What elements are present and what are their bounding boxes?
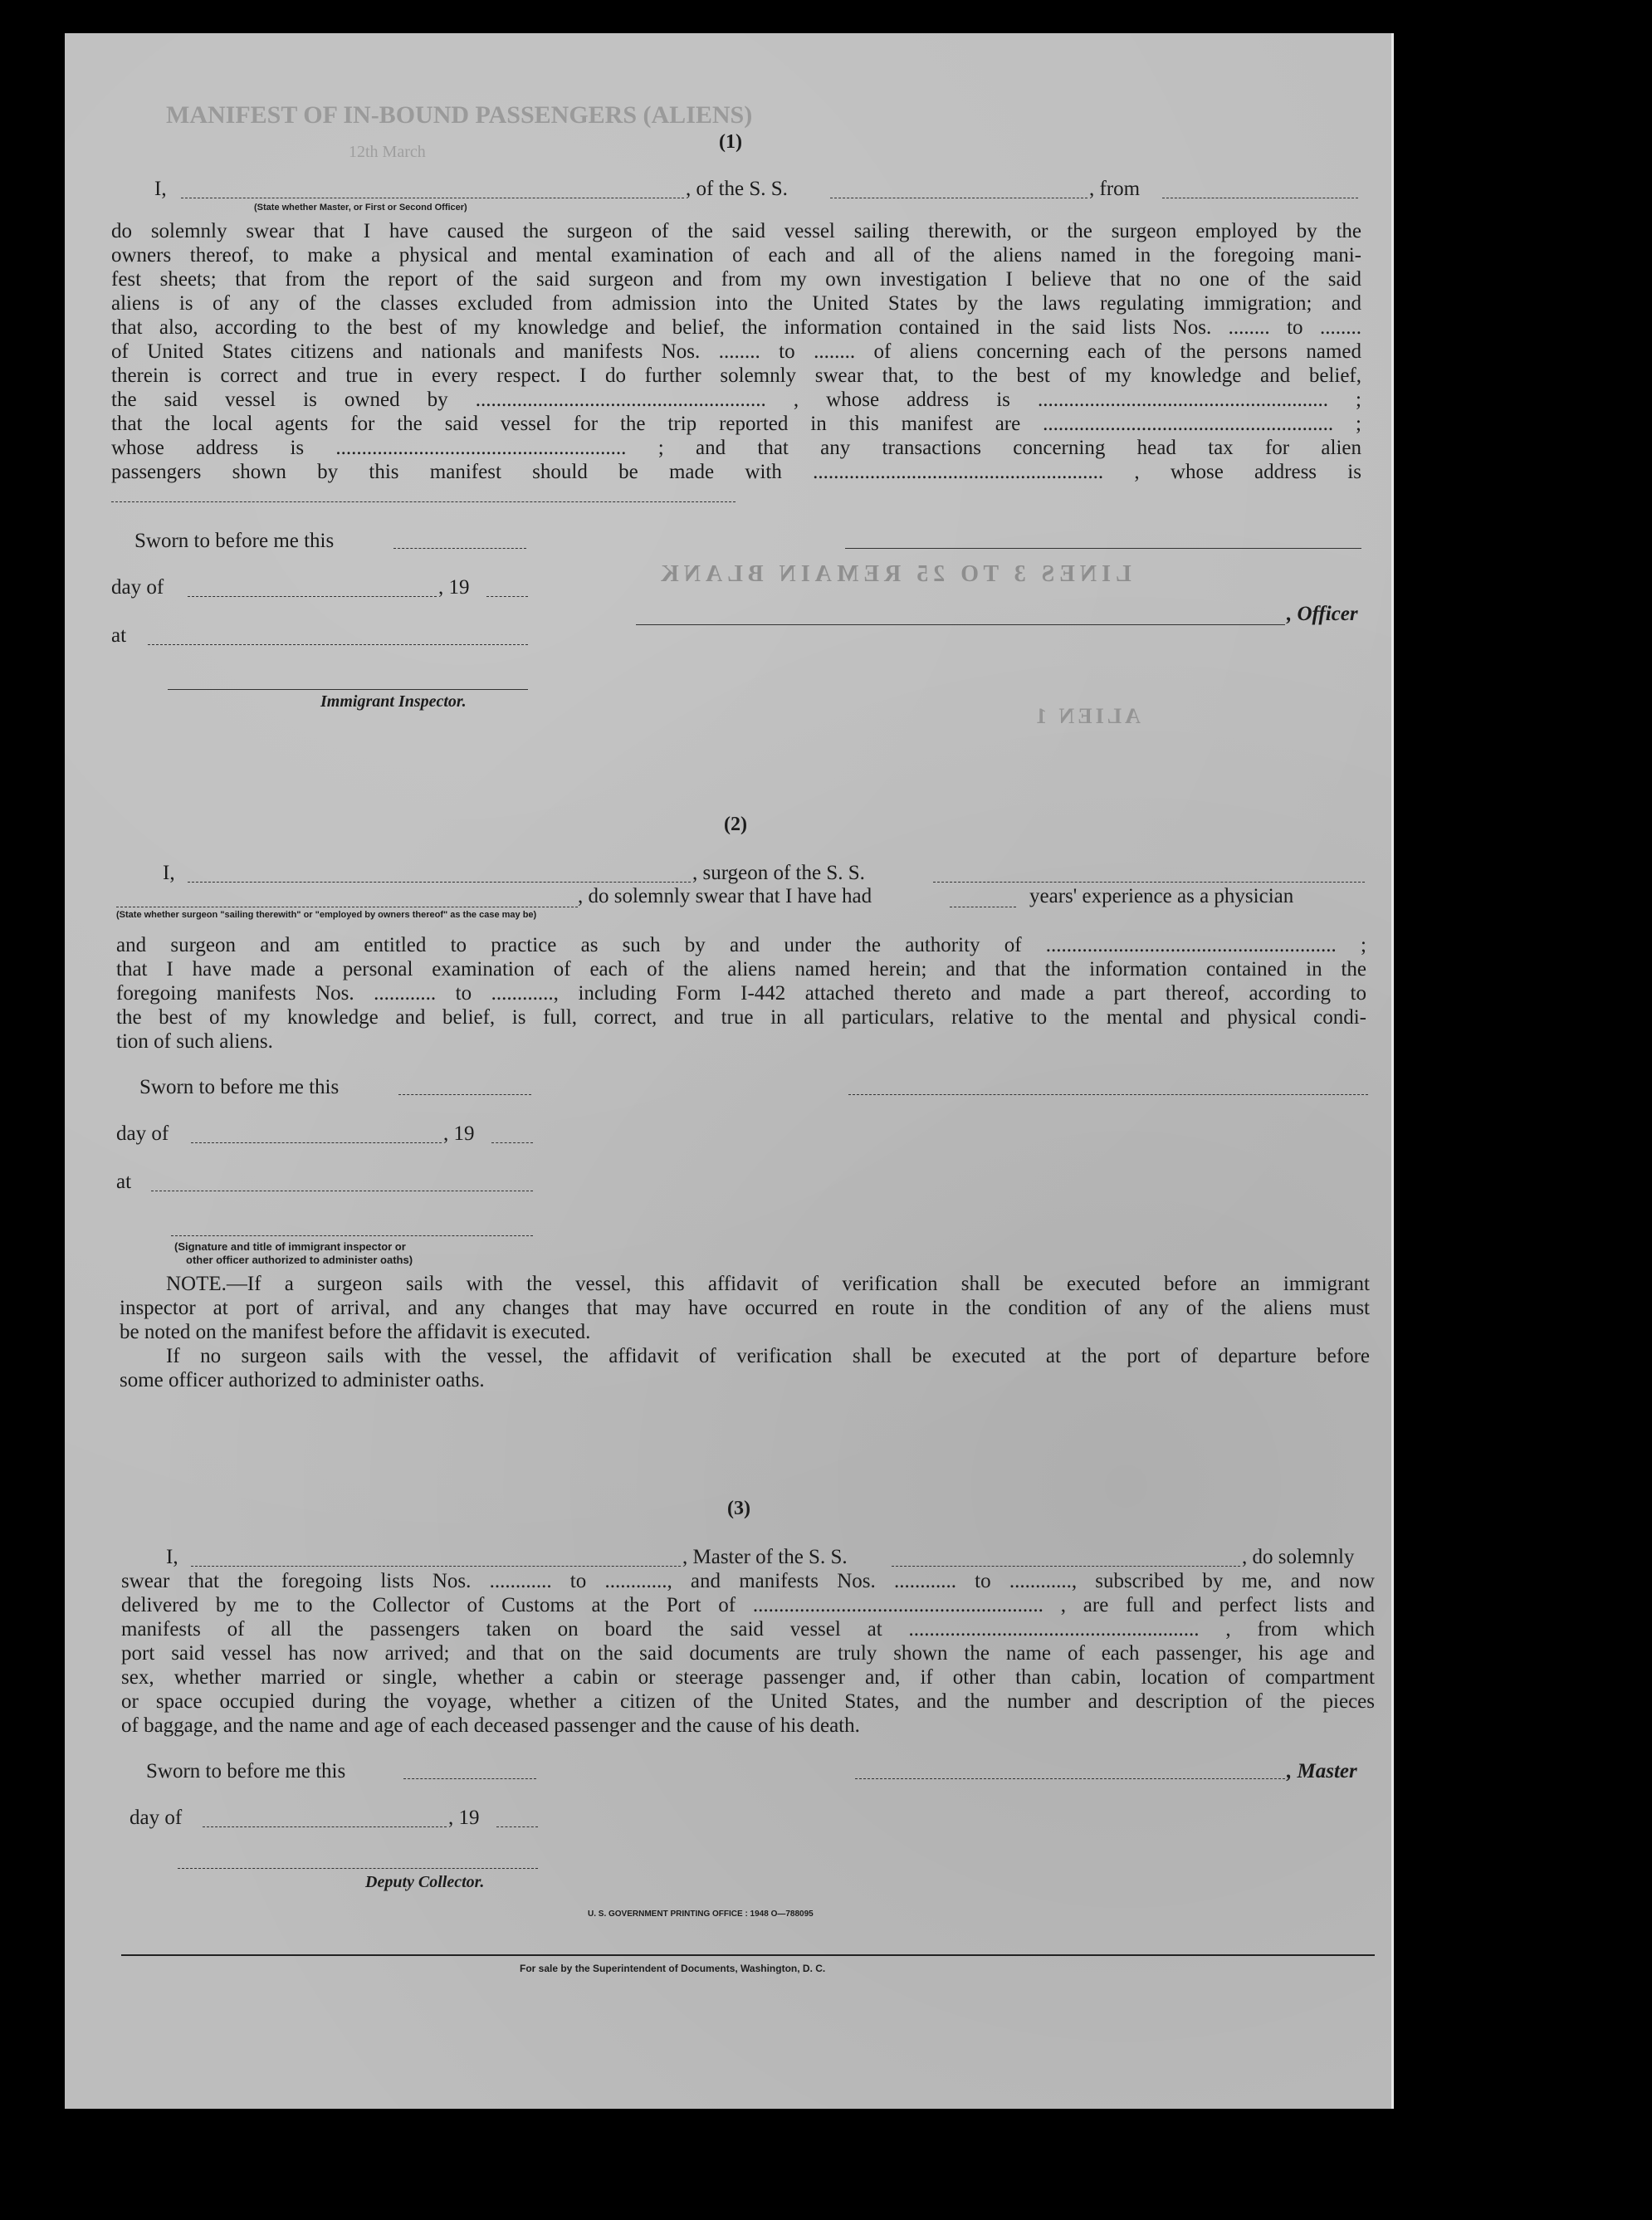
s3-master-label: , Master (1287, 1760, 1357, 1782)
s2-note-line: some officer authorized to administer oaths. (120, 1369, 485, 1391)
s1-sworn-date-field[interactable] (393, 548, 526, 549)
s3-para-line: manifests of all the passengers taken on board the said vessel at ........................................................ , from which (121, 1618, 1375, 1641)
s1-para-line: therein is correct and true in every respect. I do further solemnly swear that, to the best of my knowledge and belief, (111, 364, 1361, 387)
s1-para-line: the said vessel is owned by ........................................................ , whose address is ........................................................ ; (111, 389, 1361, 411)
s1-inspector-label: Immigrant Inspector. (320, 692, 467, 711)
s2-para-line: that I have made a personal examination of each of the aliens named herein; and that the information contained in the (116, 958, 1366, 980)
s3-master-signature-line[interactable] (855, 1778, 1285, 1779)
s3-master-of-label: , Master of the S. S. (682, 1546, 848, 1568)
s3-para-line: swear that the foregoing lists Nos. ............ to ............, and manifests Nos. ............ to ............, subscribed by me, and now (121, 1570, 1375, 1592)
s3-para-line: port said vessel has now arrived; and that on the said documents are truly shown the name of each passenger, his age and (121, 1642, 1375, 1665)
s3-day-field[interactable] (203, 1826, 447, 1827)
s2-note-line: If no surgeon sails with the vessel, the affidavit of verification shall be executed at the port of departure before (166, 1345, 1370, 1367)
s1-para-line: fest sheets; that from the report of the said surgeon and from my own investigation I believe that no one of the said (111, 268, 1361, 291)
s1-year-field[interactable] (486, 596, 528, 597)
s3-do-solemnly-label: , do solemnly (1242, 1546, 1355, 1568)
bleed-through-date: 12th March (349, 143, 426, 161)
s3-collector-signature-line[interactable] (178, 1868, 538, 1869)
section-1-number: (1) (719, 131, 742, 153)
s1-para-line: that the local agents for the said vessel for the trip reported in this manifest are ........................................................ ; (111, 413, 1361, 435)
s2-day-field[interactable] (191, 1142, 442, 1143)
s2-year-label: , 19 (443, 1122, 475, 1145)
s2-para-line: foregoing manifests Nos. ............ to ............, including Form I-442 attached thereto and made a part thereof, according to (116, 982, 1366, 1005)
s2-sworn-label: Sworn to before me this (139, 1076, 340, 1098)
section-1-paragraph (111, 219, 1361, 484)
s1-officer-line[interactable] (636, 624, 1285, 625)
s1-officer-label: , Officer (1287, 603, 1358, 625)
s2-inspector-signature-line[interactable] (171, 1235, 533, 1236)
s1-para-line: whose address is ........................................................ ; and that any transactions concerning head tax for alien (111, 437, 1361, 459)
s1-para-line: passengers shown by this manifest should be made with ........................................................ , whose address is (111, 461, 1361, 483)
s2-do-swear-label: , do solemnly swear that I have had (578, 885, 872, 907)
s1-para-line: aliens is of any of the classes excluded from admission into the United States by the laws regulating immigration; and (111, 292, 1361, 315)
punch-hole (1413, 85, 1453, 125)
punch-hole (1416, 727, 1456, 767)
s1-day-of-label: day of (111, 576, 164, 599)
s2-at-label: at (116, 1171, 132, 1193)
s3-para-line: of baggage, and the name and age of each deceased passenger and the cause of his death. (121, 1714, 860, 1737)
s1-para-line: owners thereof, to make a physical and mental examination of each and all of the aliens named in the foregoing mani- (111, 244, 1361, 266)
footer-rule (121, 1954, 1375, 1956)
s2-surgeon-signature-line[interactable] (848, 1094, 1368, 1095)
section-2-number: (2) (724, 814, 747, 835)
s3-sworn-date-field[interactable] (403, 1778, 536, 1779)
s1-from-label: , from (1089, 178, 1141, 200)
s2-surgeon-name-field[interactable] (188, 882, 691, 883)
s1-sworn-label: Sworn to before me this (134, 530, 335, 552)
s1-para-line: do solemnly swear that I have caused the surgeon of the said vessel sailing therewith, or the surgeon employed by the (111, 220, 1361, 242)
s2-para-line: the best of my knowledge and belief, is full, correct, and true in all particulars, relative to the mental and physical condi- (116, 1006, 1366, 1029)
s2-para-line: tion of such aliens. (116, 1030, 273, 1053)
bleed-through-stamp: LINES 3 TO 25 REMAIN BLANK (656, 561, 1131, 587)
s1-i-label: I, (154, 178, 167, 200)
s2-vessel-name-field[interactable] (933, 882, 1365, 883)
punch-hole (1444, 1084, 1484, 1124)
s3-master-name-field[interactable] (191, 1566, 681, 1567)
s1-year-label: , 19 (438, 576, 470, 599)
s2-note-line: be noted on the manifest before the affidavit is executed. (120, 1321, 591, 1343)
section-2-paragraph (116, 933, 1366, 1054)
s1-master-hint: (State whether Master, or First or Second Officer) (254, 203, 467, 213)
section-3-number: (3) (727, 1498, 750, 1519)
s3-i-label: I, (166, 1546, 178, 1568)
sale-imprint: For sale by the Superintendent of Documents, Washington, D. C. (520, 1963, 826, 1974)
s2-sig-hint-1: (Signature and title of immigrant inspector or (174, 1240, 406, 1253)
s1-para-line: that also, according to the best of my knowledge and belief, the information contained in the said lists Nos. ........ to ........ (111, 316, 1361, 339)
s3-year-label: , 19 (448, 1807, 480, 1829)
s2-i-label: I, (163, 862, 175, 884)
s1-of-ss-label: , of the S. S. (686, 178, 788, 200)
s2-year-field[interactable] (491, 1142, 533, 1143)
s1-day-field[interactable] (188, 596, 437, 597)
s3-sworn-label: Sworn to before me this (146, 1760, 346, 1782)
s3-para-line: sex, whether married or single, whether a cabin or steerage passenger and, if other than cabin, location of compartment (121, 1666, 1375, 1689)
s3-year-field[interactable] (496, 1826, 538, 1827)
punch-hole (1433, 1446, 1473, 1486)
s1-at-field[interactable] (148, 644, 528, 645)
s2-years-label: years' experience as a physician (1029, 885, 1294, 907)
bleed-through-alien: ALIEN 1 (1033, 704, 1141, 728)
punch-hole (1416, 594, 1456, 634)
s3-deputy-label: Deputy Collector. (365, 1873, 485, 1891)
s2-sworn-date-field[interactable] (398, 1094, 531, 1095)
s3-para-line: delivered by me to the Collector of Customs at the Port of ........................................................ , are full and perfect lists and (121, 1594, 1375, 1616)
s2-surgeon-of-label: , surgeon of the S. S. (692, 862, 865, 884)
s1-at-label: at (111, 624, 127, 647)
bleed-through-header: MANIFEST OF IN-BOUND PASSENGERS (ALIENS) (166, 101, 753, 129)
s2-note-line: NOTE.—If a surgeon sails with the vessel, this affidavit of verification shall be executed before an immigrant (166, 1273, 1370, 1295)
s1-para-line: of United States citizens and nationals and manifests Nos. ........ to ........ of aliens concerning each of the persons named (111, 340, 1361, 363)
section-2-note (120, 1272, 1370, 1392)
s2-day-of-label: day of (116, 1122, 169, 1145)
s1-address-continuation-field[interactable] (111, 501, 736, 502)
s2-note-line: inspector at port of arrival, and any changes that may have occurred en route in the condition of any of the aliens must (120, 1297, 1370, 1319)
s3-vessel-name-field[interactable] (892, 1566, 1240, 1567)
s2-sig-hint-2: other officer authorized to administer oaths) (186, 1254, 413, 1266)
s1-inspector-signature-line[interactable] (168, 689, 528, 690)
s3-para-line: or space occupied during the voyage, whether a citizen of the United States, and the number and description of the pieces (121, 1690, 1375, 1713)
s1-officer-signature-line[interactable] (845, 548, 1361, 549)
section-3-paragraph (121, 1569, 1375, 1738)
punch-hole (1438, 247, 1478, 287)
punch-hole (1443, 2042, 1483, 2082)
s2-surgeon-hint: (State whether surgeon "sailing therewith" or "employed by owners thereof" as the case may be) (116, 910, 537, 920)
s2-para-line: and surgeon and am entitled to practice as such by and under the authority of ........................................................ ; (116, 934, 1366, 956)
s3-day-of-label: day of (130, 1807, 183, 1829)
punch-hole (1433, 1576, 1473, 1616)
gpo-imprint: U. S. GOVERNMENT PRINTING OFFICE : 1948 O—788095 (588, 1909, 814, 1919)
